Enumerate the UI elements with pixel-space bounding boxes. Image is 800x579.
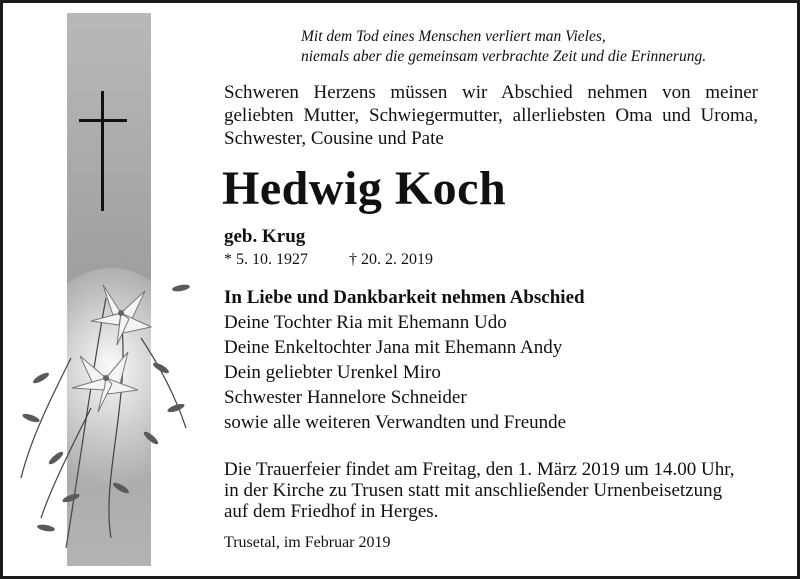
mourner-line: sowie alle weiteren Verwandten und Freunde (224, 412, 567, 433)
mourner-line: Deine Enkeltochter Jana mit Ehemann Andy (224, 337, 563, 358)
mourner-line: Deine Tochter Ria mit Ehemann Udo (224, 312, 507, 333)
quote-line-2: niemals aber die gemeinsam verbrachte Zeit und die Erinnerung. (301, 48, 707, 65)
birth-date: * 5. 10. 1927 (224, 251, 308, 268)
announcement-intro: Schweren Herzens müssen wir Abschied nehmen von meiner geliebten Mutter, Schwiegermutter, allerliebsten Oma und Uroma, Schwester, Cousine und Pate (224, 82, 758, 149)
maiden-name: geb. Krug (224, 226, 306, 247)
cross-icon (79, 91, 127, 211)
place-and-date: Trusetal, im Februar 2019 (224, 534, 391, 551)
service-line-1: Die Trauerfeier findet am Freitag, den 1. März 2019 um 14.00 Uhr, (224, 459, 735, 480)
lily-bouquet-icon (11, 258, 201, 558)
service-line-2: in der Kirche zu Trusen statt mit anschließender Urnenbeisetzung (224, 480, 723, 501)
deceased-name: Hedwig Koch (222, 162, 507, 215)
quote-line-1: Mit dem Tod eines Menschen verliert man Vieles, (301, 28, 606, 45)
memorial-quote (301, 27, 706, 67)
mourners-list (224, 285, 585, 435)
mourner-line: Schwester Hannelore Schneider (224, 387, 467, 408)
service-line-3: auf dem Friedhof in Herges. (224, 501, 439, 522)
death-date: † 20. 2. 2019 (349, 251, 433, 268)
mourner-line: Dein geliebter Urenkel Miro (224, 362, 441, 383)
service-info (224, 459, 735, 522)
mourners-heading: In Liebe und Dankbarkeit nehmen Abschied (224, 287, 585, 308)
